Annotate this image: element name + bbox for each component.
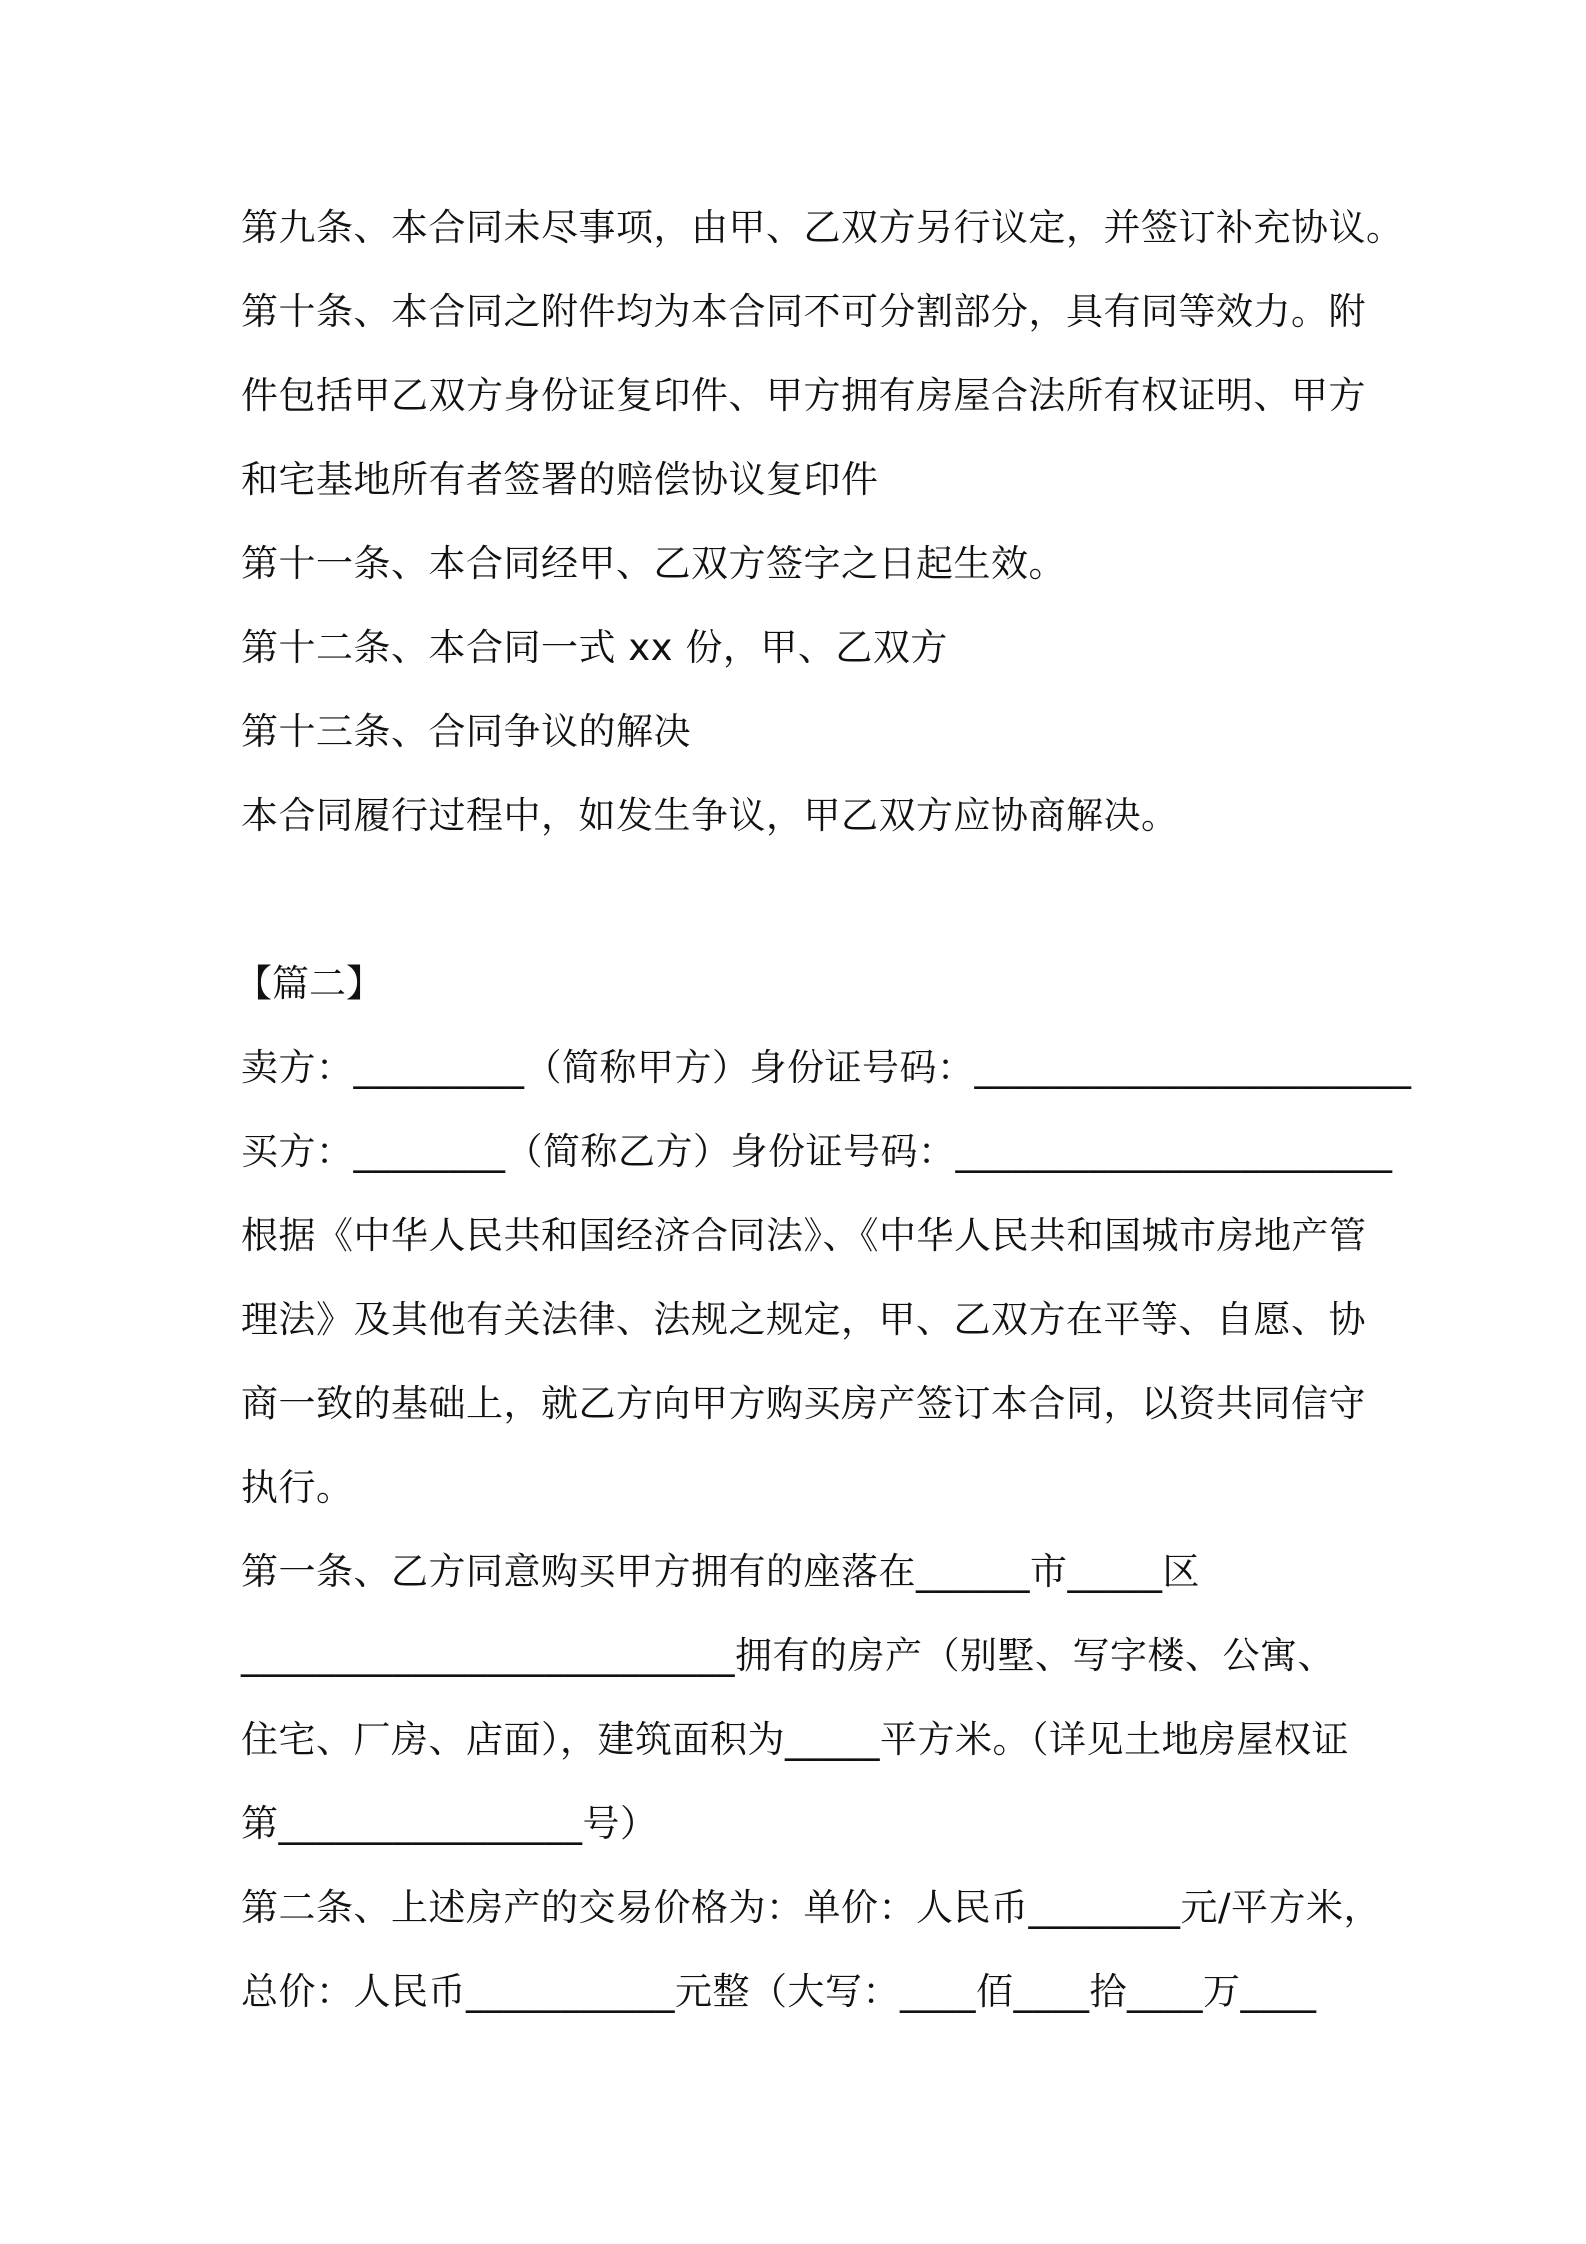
- article-1-line-2: __________________________拥有的房产（别墅、写字楼、公寓、: [241, 1634, 1335, 1677]
- article-1-line-3: 住宅、厂房、店面），建筑面积为_____平方米。（详见土地房屋权证: [241, 1718, 1349, 1761]
- clause-11: 第十一条、本合同经甲、乙双方签字之日起生效。: [241, 542, 1066, 585]
- clause-10-line-1: 第十条、本合同之附件均为本合同不可分割部分，具有同等效力。附: [241, 290, 1366, 333]
- article-2-line-2: 总价：人民币___________元整（大写：____佰____拾____万____: [241, 1970, 1317, 2013]
- article-1-line-4: 第________________号）: [241, 1802, 658, 1845]
- preamble-line-2: 理法》及其他有关法律、法规之规定，甲、乙双方在平等、自愿、协: [241, 1298, 1366, 1341]
- preamble-line-1: 根据《中华人民共和国经济合同法》、《中华人民共和国城市房地产管: [241, 1214, 1367, 1257]
- seller-line: 卖方：_________（简称甲方）身份证号码：_______________________: [241, 1046, 1412, 1089]
- clause-13-body: 本合同履行过程中，如发生争议，甲乙双方应协商解决。: [241, 794, 1179, 837]
- clause-9: 第九条、本合同未尽事项，由甲、乙双方另行议定，并签订补充协议。: [241, 206, 1404, 249]
- article-2-line-1: 第二条、上述房产的交易价格为：单价：人民币________元/平方米，: [241, 1886, 1381, 1929]
- buyer-line: 买方：________（简称乙方）身份证号码：_______________________: [241, 1130, 1393, 1173]
- clause-12: 第十二条、本合同一式 xx 份，甲、乙双方: [241, 626, 948, 669]
- article-1-line-1: 第一条、乙方同意购买甲方拥有的座落在______市_____区: [241, 1550, 1200, 1593]
- preamble-line-3: 商一致的基础上，就乙方向甲方购买房产签订本合同，以资共同信守: [241, 1382, 1366, 1425]
- clause-10-line-2: 件包括甲乙双方身份证复印件、甲方拥有房屋合法所有权证明、甲方: [241, 374, 1366, 417]
- section-heading: 【篇二】: [235, 962, 383, 1005]
- clause-10-line-3: 和宅基地所有者签署的赔偿协议复印件: [241, 458, 879, 501]
- clause-13: 第十三条、合同争议的解决: [241, 710, 691, 753]
- preamble-line-4: 执行。: [241, 1466, 354, 1509]
